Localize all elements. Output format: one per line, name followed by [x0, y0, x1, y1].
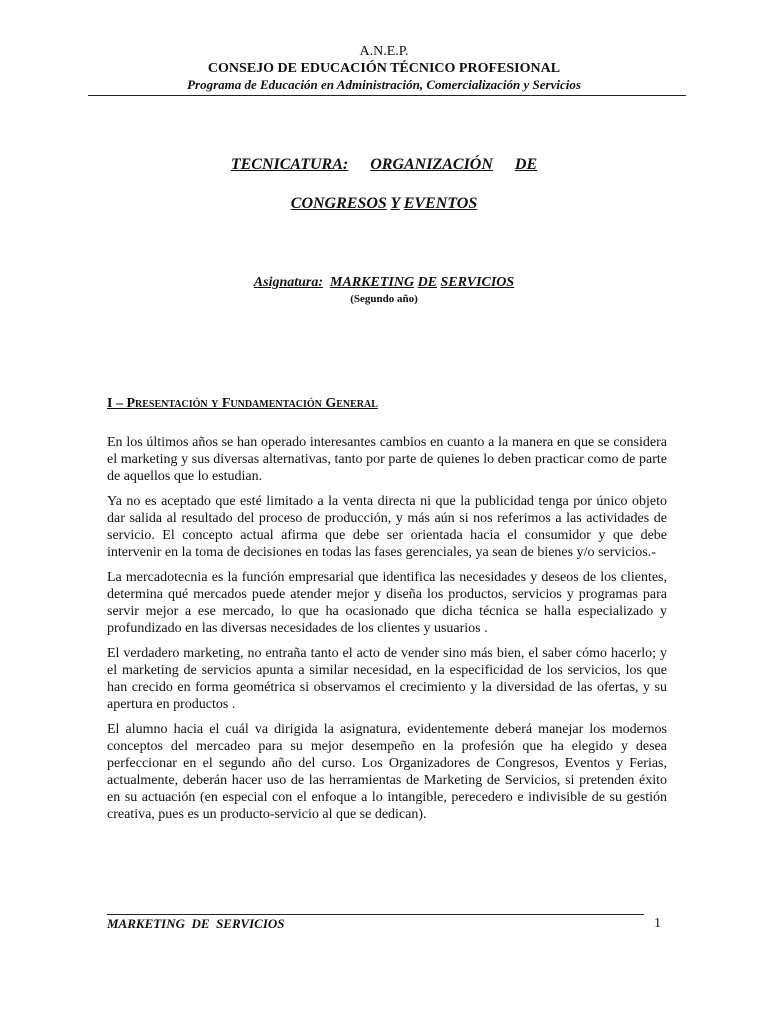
- paragraph: El alumno hacia el cuál va dirigida la asignatura, evidentemente deberá manejar los modernos conceptos del mercadeo para su mejor desempeño en la profesión que ha elegido y desea perfeccionar en el segundo año del curso. Los Organizadores de Congresos, Eventos y Ferias, actualmente, deberán hacer uso de las herramientas de Marketing de Servicios, si pretenden éxito en su actuación (en especial con el enfoque a lo intangible, perecedero e indivisible de su gestión creativa, pues es un producto-servicio al que se dedican).: [107, 722, 667, 822]
- page-number: 1: [654, 916, 661, 931]
- header-council: CONSEJO DE EDUCACIÓN TÉCNICO PROFESIONAL: [207, 61, 561, 76]
- title-word: ORGANIZACIÓN: [370, 156, 493, 173]
- paragraph: Ya no es aceptado que esté limitado a la venta directa ni que la publicidad tenga por único objeto dar salida al resultado del proceso de producción, y más aún si nos referimos a las actividades de servicio. El concepto actual afirma que debe ser orientada hacia el consumidor y que debe intervenir en la toma de decisiones en todas las fases gerenciales, ya sean de bienes y/o servicios.-: [107, 494, 667, 560]
- section-heading: I – Presentación y Fundamentación General: [107, 396, 378, 411]
- footer-subject: MARKETING DE SERVICIOS: [107, 916, 285, 931]
- title-word: EVENTOS: [403, 195, 478, 212]
- document-title-line1: [0, 156, 768, 174]
- subject-word: SERVICIOS: [440, 275, 515, 290]
- header-program: Programa de Educación en Administración, Comercialización y Servicios: [187, 77, 581, 92]
- body-text: [107, 434, 667, 831]
- document-title-line2: [0, 195, 768, 213]
- paragraph: La mercadotecnia es la función empresarial que identifica las necesidades y deseos de los clientes, determina qué mercados puede atender mejor y diseña los productos, servicios y programas para servir mejor a ese mercado, lo que ha ocasionado que dicha técnica se halla especializado y profundizado en las diversas necesidades de los clientes y usuarios .: [107, 570, 667, 636]
- title-word: TECNICATURA:: [230, 156, 349, 173]
- header-divider: [88, 95, 686, 96]
- footer-divider: [107, 914, 644, 915]
- paragraph: El verdadero marketing, no entraña tanto el acto de vender sino más bien, el saber cómo hacerlo; y el marketing de servicios apunta a similar necesidad, en la especificidad de los servicios, los que han crecido en forma geométrica si observamos el crecimiento y la diversidad de las ofertas, y su apertura en productos .: [107, 646, 667, 712]
- subject-word: DE: [417, 275, 438, 290]
- subject-label: Asignatura:: [253, 275, 324, 290]
- subject-line: [0, 275, 768, 291]
- paragraph: En los últimos años se han operado interesantes cambios en cuanto a la manera en que se considera el marketing y sus diversas alternativas, tanto por parte de quienes lo deben practicar como de parte de aquellos que lo estudian.: [107, 435, 667, 484]
- title-word: DE: [514, 156, 538, 173]
- title-word: CONGRESOS: [290, 195, 387, 212]
- subject-year: (Segundo año): [350, 293, 418, 305]
- subject-word: MARKETING: [330, 275, 415, 290]
- header-institution: A.N.E.P.: [359, 44, 409, 59]
- title-word: Y: [390, 195, 400, 212]
